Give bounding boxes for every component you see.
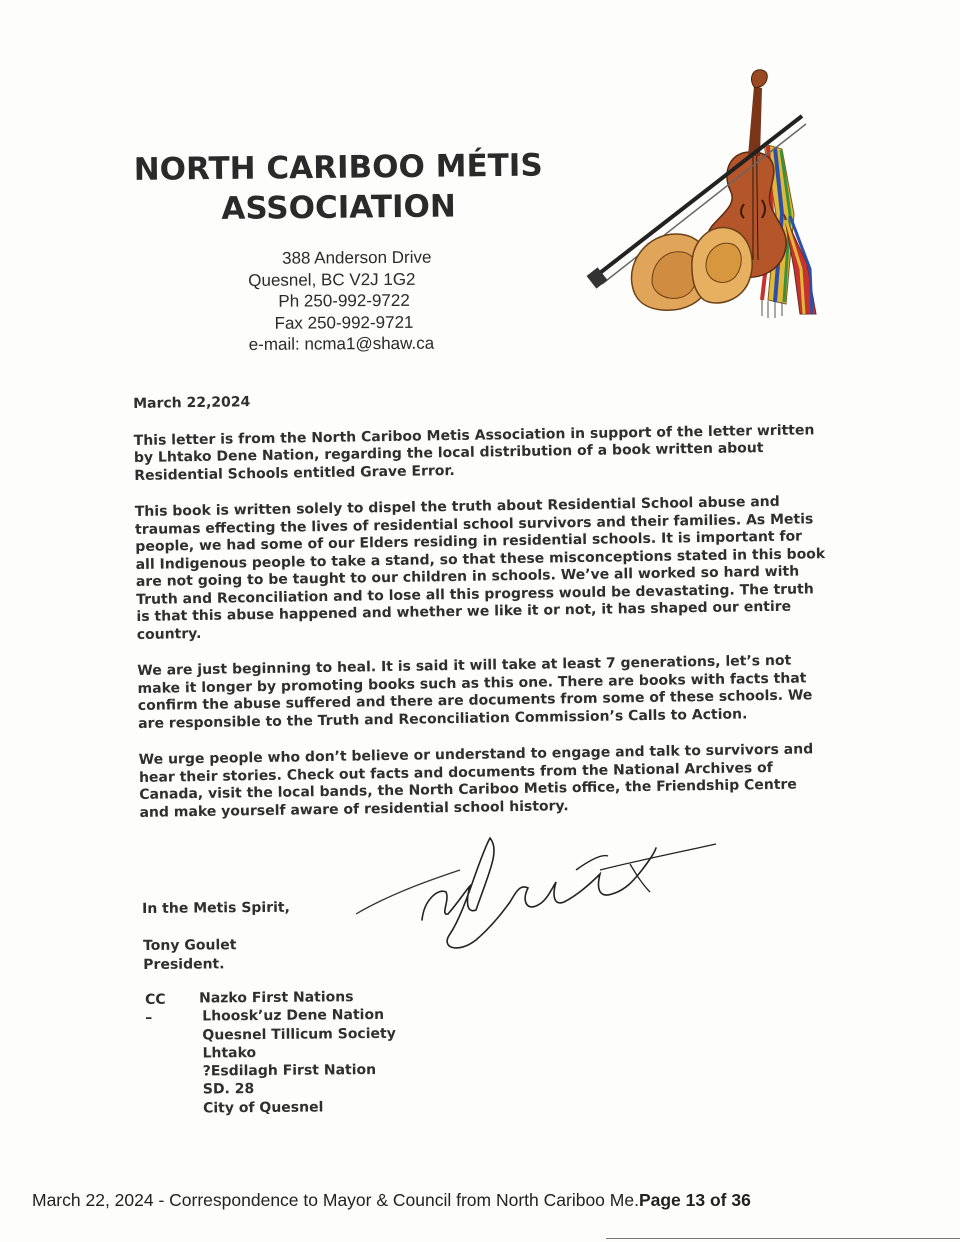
page-footer — [32, 1190, 932, 1211]
page-number: Page 13 of 36 — [638, 1190, 751, 1210]
handwritten-signature-icon — [350, 830, 720, 960]
letter-body — [133, 385, 830, 841]
cc-list — [199, 988, 397, 1118]
cc-recipient: Lhoosk’uz Dene Nation — [202, 1007, 385, 1025]
signer-title: President. — [143, 956, 225, 973]
letter-date: March 22,2024 — [133, 394, 251, 412]
fiddle-logo-icon — [572, 64, 832, 324]
cc-recipient: City of Quesnel — [202, 1099, 324, 1117]
city-postal: Quesnel, BC V2J 1G2 — [248, 269, 416, 290]
footer-divider — [606, 1238, 960, 1239]
street-address: 388 Anderson Drive — [282, 247, 432, 268]
cc-recipient: ?Esdilagh First Nation — [202, 1062, 377, 1080]
cc-label: CC – — [145, 991, 166, 1027]
signer-name: Tony Goulet — [143, 937, 237, 954]
paragraph-2: This book is written solely to dispel the truth about Residential School abuse and traumas effecting the lives of residential school survivors and their families. As Metis people, we had some of our Elders residing in residential schools. It is important for all Indigenous people to take a stand, so that these misconceptions stated in this book are not going to be taught to our children in schools. We’ve all worked so hard with Truth and Reconciliation and to lose all this progress would be devastating. The truth is that this abuse happened and whether we like it or not, it has shaped our entire country. — [134, 493, 826, 643]
cc-recipient: Lhtako — [202, 1044, 257, 1062]
moccasins-icon — [631, 227, 752, 310]
cc-recipient: Quesnel Tillicum Society — [202, 1025, 396, 1044]
contact-block — [240, 246, 471, 355]
fax-number: Fax 250-992-9721 — [274, 312, 414, 333]
footer-description: March 22, 2024 - Correspondence to Mayor & Council from North Cariboo Me. — [32, 1190, 639, 1210]
phone-number: Ph 250-992-9722 — [278, 290, 410, 311]
paragraph-3: We are just beginning to heal. It is said it will take at least 7 generations, let’s not make it longer by promoting books such as this one. There are books with facts that confirm the abuse suffered and there are documents from some of these schools. We are responsible to the Truth and Reconciliation Commission’s Calls to Action. — [137, 652, 813, 732]
cc-recipient: Nazko First Nations — [199, 989, 354, 1007]
paragraph-4: We urge people who don’t believe or understand to engage and talk to survivors and hear their stories. Check out facts and documents from the National Archives of Canada, visit the local bands, the North Cariboo Metis office, the Friendship Centre and make yourself aware of residential school history. — [138, 741, 814, 821]
organization-name-line1: NORTH CARIBOO MÉTIS — [133, 147, 543, 188]
email-address: e-mail: ncma1@shaw.ca — [248, 333, 435, 354]
organization-name-line2: ASSOCIATION — [221, 188, 457, 227]
closing-salutation: In the Metis Spirit, — [142, 899, 290, 917]
paragraph-1: This letter is from the North Cariboo Metis Association in support of the letter written by Lhtako Dene Nation, regarding the local distribution of a book written about Residential Schools entitled Grave Error. — [133, 421, 815, 484]
organization-name — [118, 145, 559, 230]
signer-block — [143, 936, 237, 975]
cc-recipient: SD. 28 — [202, 1081, 255, 1098]
